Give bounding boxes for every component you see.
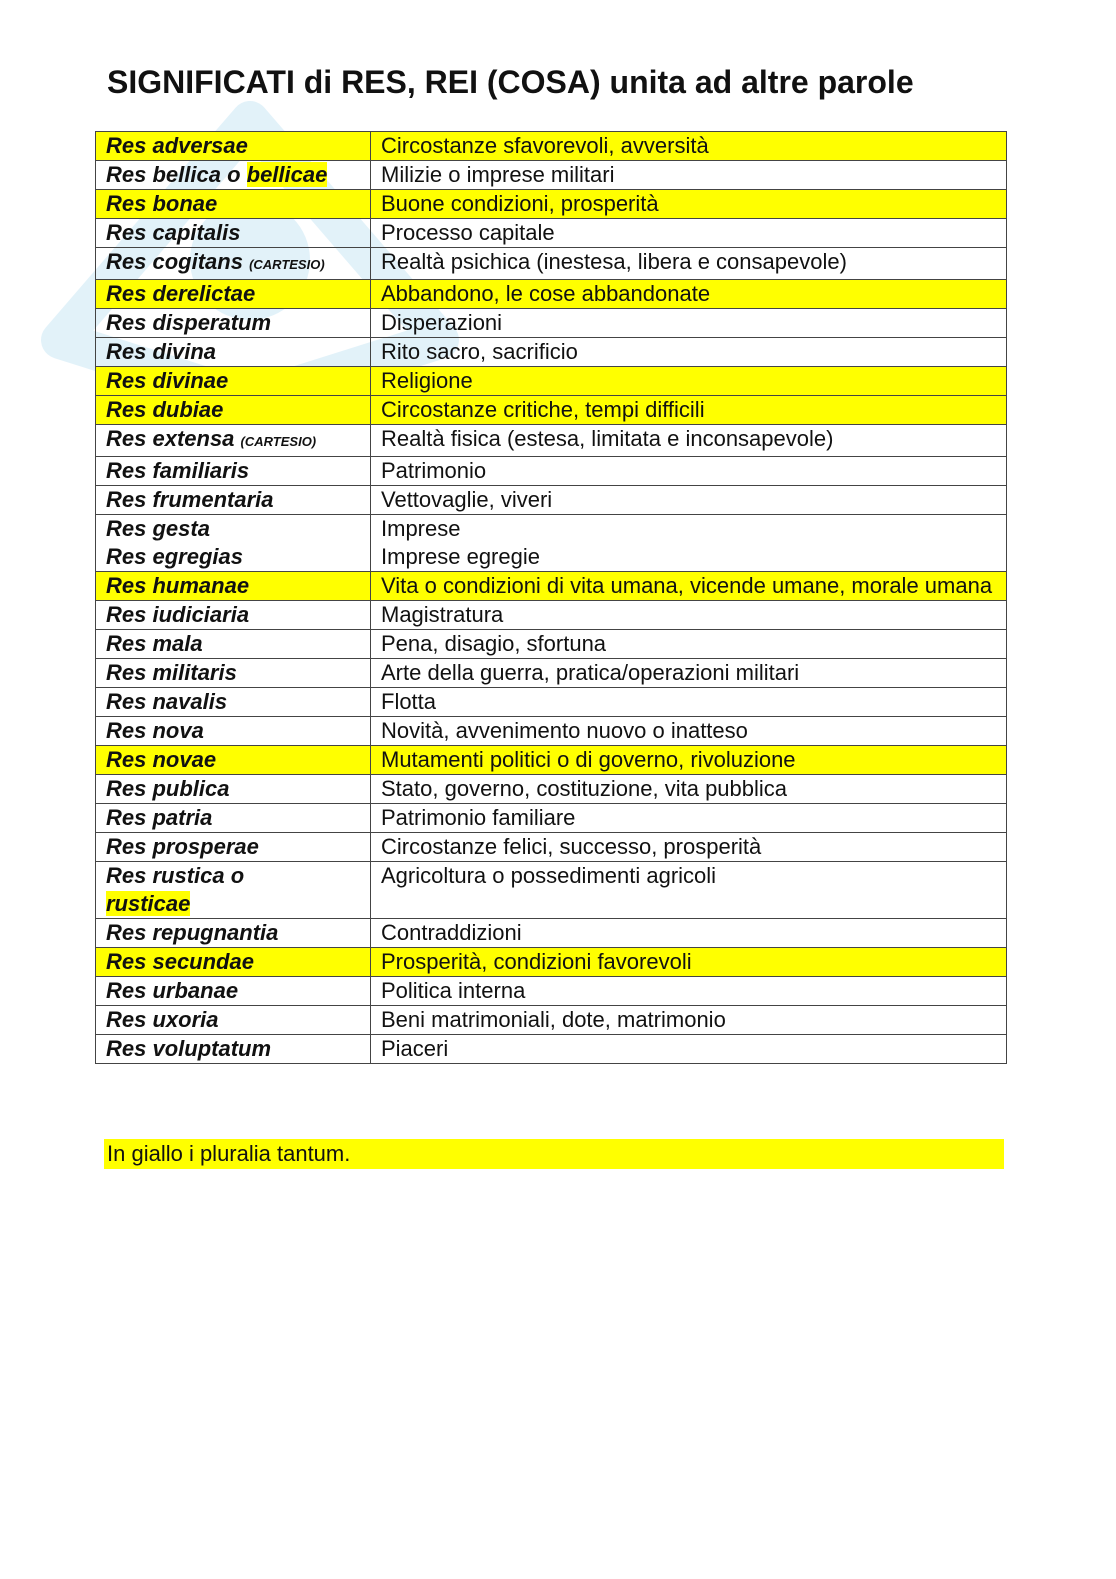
meaning-cell: [371, 572, 1007, 601]
table-row: [96, 190, 1007, 219]
term-cell: [96, 486, 371, 515]
meaning-text: Vita o condizioni di vita umana, vicende umane, morale umana: [381, 573, 993, 598]
meaning-cell: [371, 486, 1007, 515]
term-cell: [96, 219, 371, 248]
meaning-cell: [371, 367, 1007, 396]
table-row: [96, 919, 1007, 948]
term-cell: [96, 309, 371, 338]
meaning-text: Religione: [381, 368, 473, 393]
meaning-cell: [371, 1006, 1007, 1035]
meaning-text: Magistratura: [381, 602, 504, 627]
term-text: Res prosperae: [106, 834, 259, 859]
term-text: Res publica: [106, 776, 230, 801]
meaning-text: Realtà psichica (inestesa, libera e consapevole): [381, 249, 847, 274]
meaning-text: Rito sacro, sacrificio: [381, 339, 578, 364]
table-row: [96, 309, 1007, 338]
term-note: (CARTESIO): [240, 434, 317, 449]
term-text: Res extensa: [106, 426, 235, 451]
term-cell: [96, 515, 371, 572]
term-text: Res divina: [106, 339, 217, 364]
term-highlight: rusticae: [106, 891, 191, 916]
term-cell: [96, 948, 371, 977]
table-row: [96, 515, 1007, 572]
term-text: Res familiaris: [106, 458, 250, 483]
term-text: Res militaris: [106, 660, 237, 685]
meaning-cell: [371, 309, 1007, 338]
term-text: Res mala: [106, 631, 203, 656]
meaning-cell: [371, 717, 1007, 746]
table-row: [96, 425, 1007, 457]
term-highlight: bellicae: [246, 162, 328, 187]
term-text: Res capitalis: [106, 220, 241, 245]
meaning-cell: [371, 746, 1007, 775]
meaning-cell: [371, 396, 1007, 425]
term-cell: [96, 601, 371, 630]
table-row: [96, 338, 1007, 367]
meaning-text: Patrimonio familiare: [381, 805, 576, 830]
meaning-text: Imprese egregie: [381, 544, 540, 569]
meaning-text: Flotta: [381, 689, 437, 714]
meaning-text: Stato, governo, costituzione, vita pubblica: [381, 776, 788, 801]
meaning-cell: [371, 977, 1007, 1006]
term-text: Res secundae: [106, 949, 254, 974]
term-text: Res novae: [106, 747, 217, 772]
table-row: [96, 688, 1007, 717]
table-row: [96, 132, 1007, 161]
meaning-cell: [371, 833, 1007, 862]
term-cell: [96, 977, 371, 1006]
meaning-text: Vettovaglie, viveri: [381, 487, 553, 512]
table-row: [96, 746, 1007, 775]
term-text: Res divinae: [106, 368, 229, 393]
term-text: Res nova: [106, 718, 204, 743]
table-row: [96, 804, 1007, 833]
term-text: Res dubiae: [106, 397, 224, 422]
meaning-text: Abbandono, le cose abbandonate: [381, 281, 711, 306]
term-text: Res disperatum: [106, 310, 272, 335]
term-text: Res gesta: [106, 516, 210, 541]
term-cell: [96, 572, 371, 601]
table-row: [96, 396, 1007, 425]
meaning-cell: [371, 248, 1007, 280]
meaning-text: Beni matrimoniali, dote, matrimonio: [381, 1007, 726, 1032]
term-text: Res egregias: [106, 544, 243, 569]
term-cell: [96, 1035, 371, 1064]
meaning-cell: [371, 425, 1007, 457]
meaning-cell: [371, 338, 1007, 367]
meaning-text: Arte della guerra, pratica/operazioni militari: [381, 660, 800, 685]
term-cell: [96, 833, 371, 862]
term-cell: [96, 132, 371, 161]
table-row: [96, 486, 1007, 515]
term-text: Res iudiciaria: [106, 602, 250, 627]
term-cell: [96, 280, 371, 309]
meaning-text: Politica interna: [381, 978, 526, 1003]
meaning-text: Prosperità, condizioni favorevoli: [381, 949, 692, 974]
term-note: (CARTESIO): [249, 257, 325, 272]
meaning-cell: [371, 804, 1007, 833]
term-cell: [96, 746, 371, 775]
meaning-text: Buone condizioni, prosperità: [381, 191, 659, 216]
meaning-text: Novità, avvenimento nuovo o inatteso: [381, 718, 748, 743]
term-cell: [96, 248, 371, 280]
table-row: [96, 1006, 1007, 1035]
meaning-text: Circostanze felici, successo, prosperità: [381, 834, 762, 859]
term-cell: [96, 190, 371, 219]
meaning-cell: [371, 862, 1007, 919]
meaning-text: Mutamenti politici o di governo, rivoluzione: [381, 747, 796, 772]
meaning-cell: [371, 601, 1007, 630]
term-cell: [96, 919, 371, 948]
meaning-text: Pena, disagio, sfortuna: [381, 631, 607, 656]
meaning-text: Imprese: [381, 516, 461, 541]
table-row: [96, 977, 1007, 1006]
term-cell: [96, 457, 371, 486]
meaning-cell: [371, 919, 1007, 948]
term-cell: [96, 688, 371, 717]
meaning-cell: [371, 688, 1007, 717]
meaning-text: Patrimonio: [381, 458, 487, 483]
term-text: Res cogitans: [106, 249, 243, 274]
meaning-cell: [371, 515, 1007, 572]
term-text: Res repugnantia: [106, 920, 279, 945]
term-cell: [96, 367, 371, 396]
table-row: [96, 717, 1007, 746]
meaning-cell: [371, 132, 1007, 161]
meaning-text: Processo capitale: [381, 220, 555, 245]
term-cell: [96, 630, 371, 659]
meaning-cell: [371, 190, 1007, 219]
meaning-cell: [371, 775, 1007, 804]
page-title: SIGNIFICATI di RES, REI (COSA) unita ad altre parole: [107, 64, 914, 100]
meaning-text: Disperazioni: [381, 310, 503, 335]
term-cell: [96, 804, 371, 833]
term-cell: [96, 1006, 371, 1035]
meaning-text: Circostanze critiche, tempi difficili: [381, 397, 705, 422]
term-text: Res voluptatum: [106, 1036, 272, 1061]
term-cell: [96, 862, 371, 919]
meaning-text: Circostanze sfavorevoli, avversità: [381, 133, 709, 158]
meaning-text: Agricoltura o possedimenti agricoli: [381, 863, 717, 888]
meaning-cell: [371, 1035, 1007, 1064]
meaning-cell: [371, 659, 1007, 688]
table-row: [96, 248, 1007, 280]
meaning-text: Piaceri: [381, 1036, 449, 1061]
term-cell: [96, 659, 371, 688]
meaning-cell: [371, 630, 1007, 659]
term-text: Res adversae: [106, 133, 248, 158]
table-row: [96, 659, 1007, 688]
table-row: [96, 948, 1007, 977]
term-text: Res patria: [106, 805, 213, 830]
meaning-cell: [371, 161, 1007, 190]
term-text: Res uxoria: [106, 1007, 219, 1032]
term-cell: [96, 425, 371, 457]
table-row: [96, 630, 1007, 659]
footnote: In giallo i pluralia tantum.: [104, 1139, 1004, 1169]
table-row: [96, 1035, 1007, 1064]
meaning-cell: [371, 219, 1007, 248]
table-row: [96, 775, 1007, 804]
term-text: Res bonae: [106, 191, 218, 216]
table-row: [96, 161, 1007, 190]
table-row: [96, 367, 1007, 396]
meaning-cell: [371, 457, 1007, 486]
table-row: [96, 601, 1007, 630]
term-cell: [96, 161, 371, 190]
meaning-cell: [371, 280, 1007, 309]
table-row: [96, 862, 1007, 919]
term-text: Res urbanae: [106, 978, 239, 1003]
term-cell: [96, 775, 371, 804]
term-cell: [96, 338, 371, 367]
term-text: Res bellica o: [106, 162, 247, 187]
term-text: Res derelictae: [106, 281, 256, 306]
term-text: Res rustica o: [106, 863, 245, 888]
meaning-cell: [371, 948, 1007, 977]
table-row: [96, 457, 1007, 486]
term-line: [106, 890, 360, 918]
term-cell: [96, 396, 371, 425]
term-cell: [96, 717, 371, 746]
table-row: [96, 572, 1007, 601]
meaning-text: Milizie o imprese militari: [381, 162, 615, 187]
meaning-text: Realtà fisica (estesa, limitata e inconsapevole): [381, 426, 834, 451]
term-text: Res navalis: [106, 689, 228, 714]
table-row: [96, 219, 1007, 248]
table-row: [96, 833, 1007, 862]
meaning-text: Contraddizioni: [381, 920, 522, 945]
term-text: Res humanae: [106, 573, 250, 598]
table-row: [96, 280, 1007, 309]
term-text: Res frumentaria: [106, 487, 274, 512]
vocabulary-table: [95, 131, 1007, 1064]
